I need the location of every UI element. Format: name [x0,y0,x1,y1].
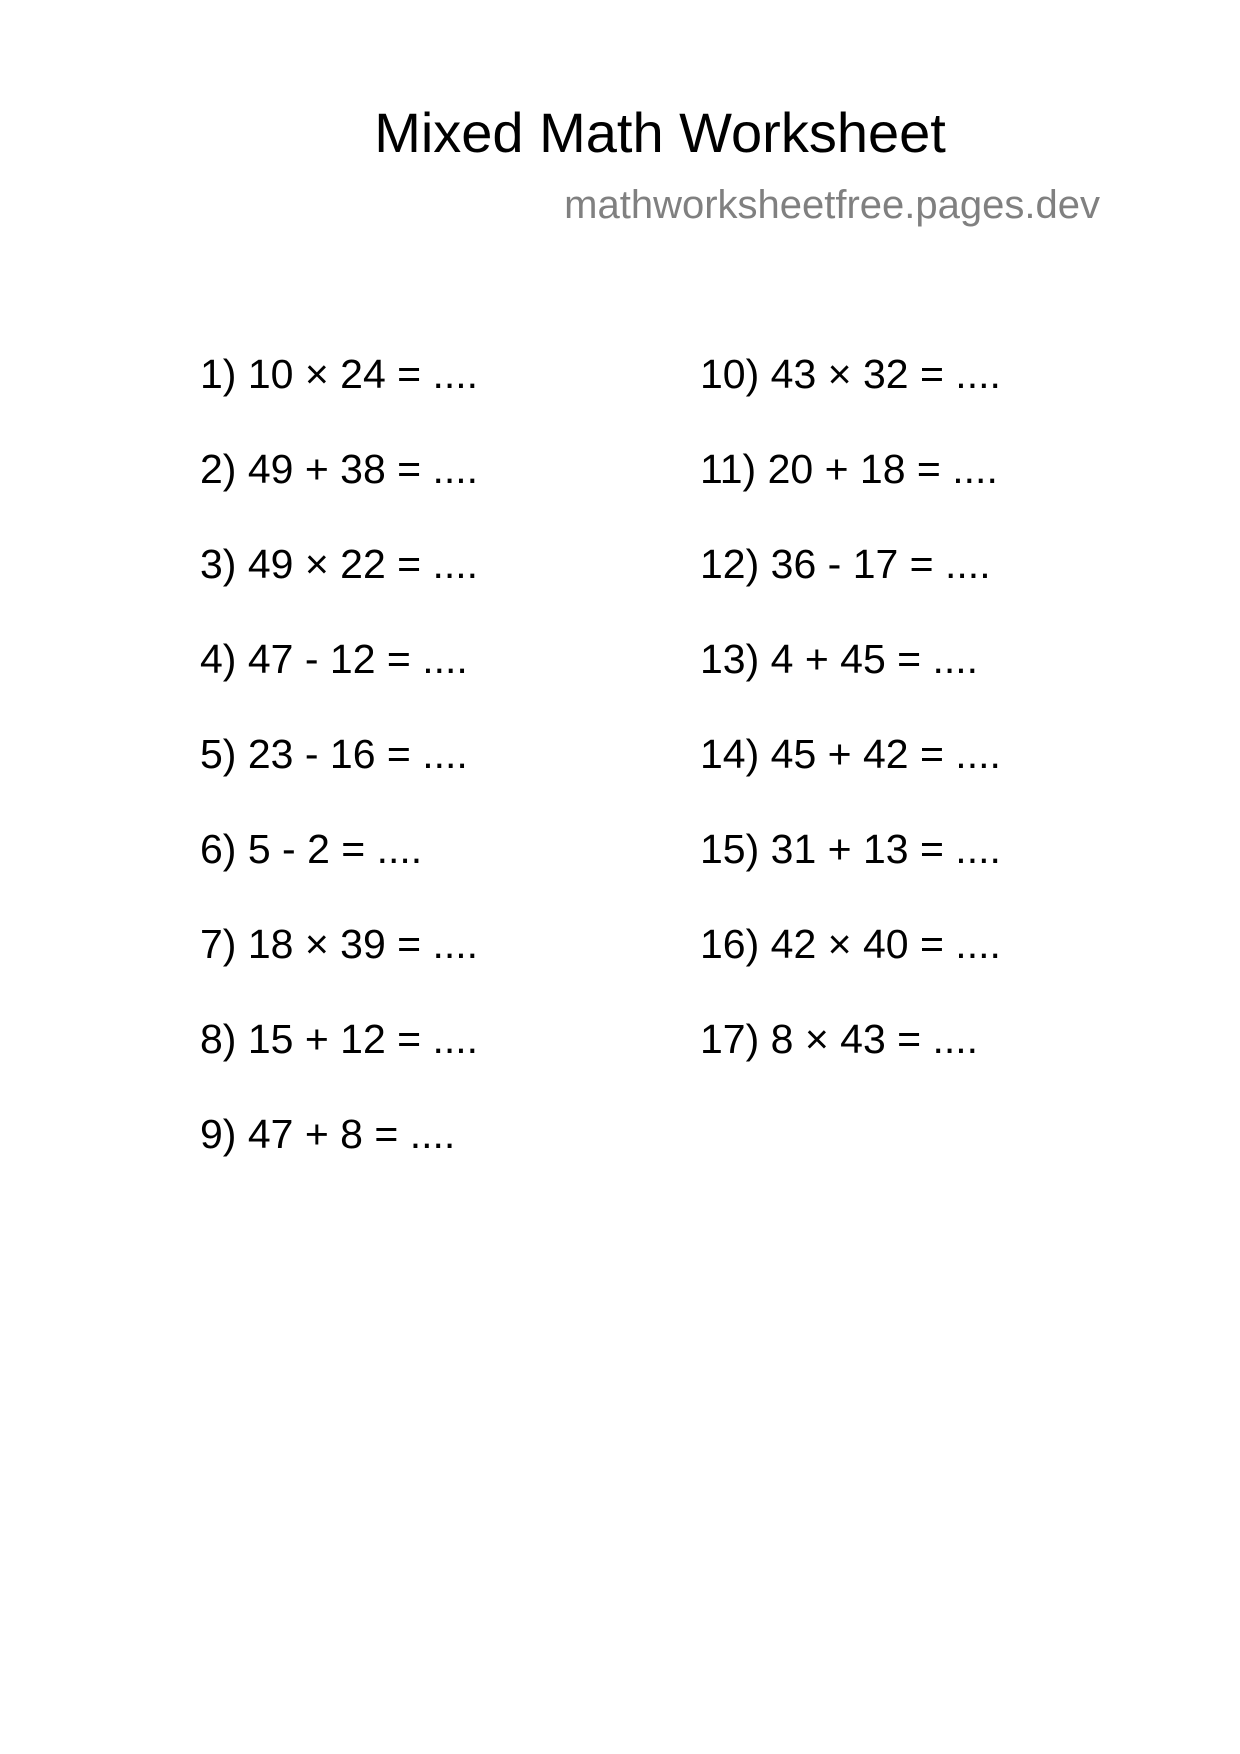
problem-11: 11) 20 + 18 = .... [700,446,998,492]
problem-16: 16) 42 × 40 = .... [700,921,1001,967]
problem-5: 5) 23 - 16 = .... [200,731,468,777]
problem-6: 6) 5 - 2 = .... [200,826,423,872]
page-title: Mixed Math Worksheet [374,101,946,164]
problem-17: 17) 8 × 43 = .... [700,1016,979,1062]
problem-10: 10) 43 × 32 = .... [700,351,1001,397]
problem-3: 3) 49 × 22 = .... [200,541,479,587]
problem-2: 2) 49 + 38 = .... [200,446,479,492]
problem-8: 8) 15 + 12 = .... [200,1016,479,1062]
problem-15: 15) 31 + 13 = .... [700,826,1001,872]
site-url: mathworksheetfree.pages.dev [564,183,1100,227]
problem-13: 13) 4 + 45 = .... [700,636,979,682]
problem-4: 4) 47 - 12 = .... [200,636,468,682]
problem-1: 1) 10 × 24 = .... [200,351,479,397]
problem-9: 9) 47 + 8 = .... [200,1111,456,1157]
problems-column-right [700,350,1001,1110]
problems-column-left [200,350,478,1205]
problem-7: 7) 18 × 39 = .... [200,921,479,967]
problem-14: 14) 45 + 42 = .... [700,731,1001,777]
problem-12: 12) 36 - 17 = .... [700,541,991,587]
